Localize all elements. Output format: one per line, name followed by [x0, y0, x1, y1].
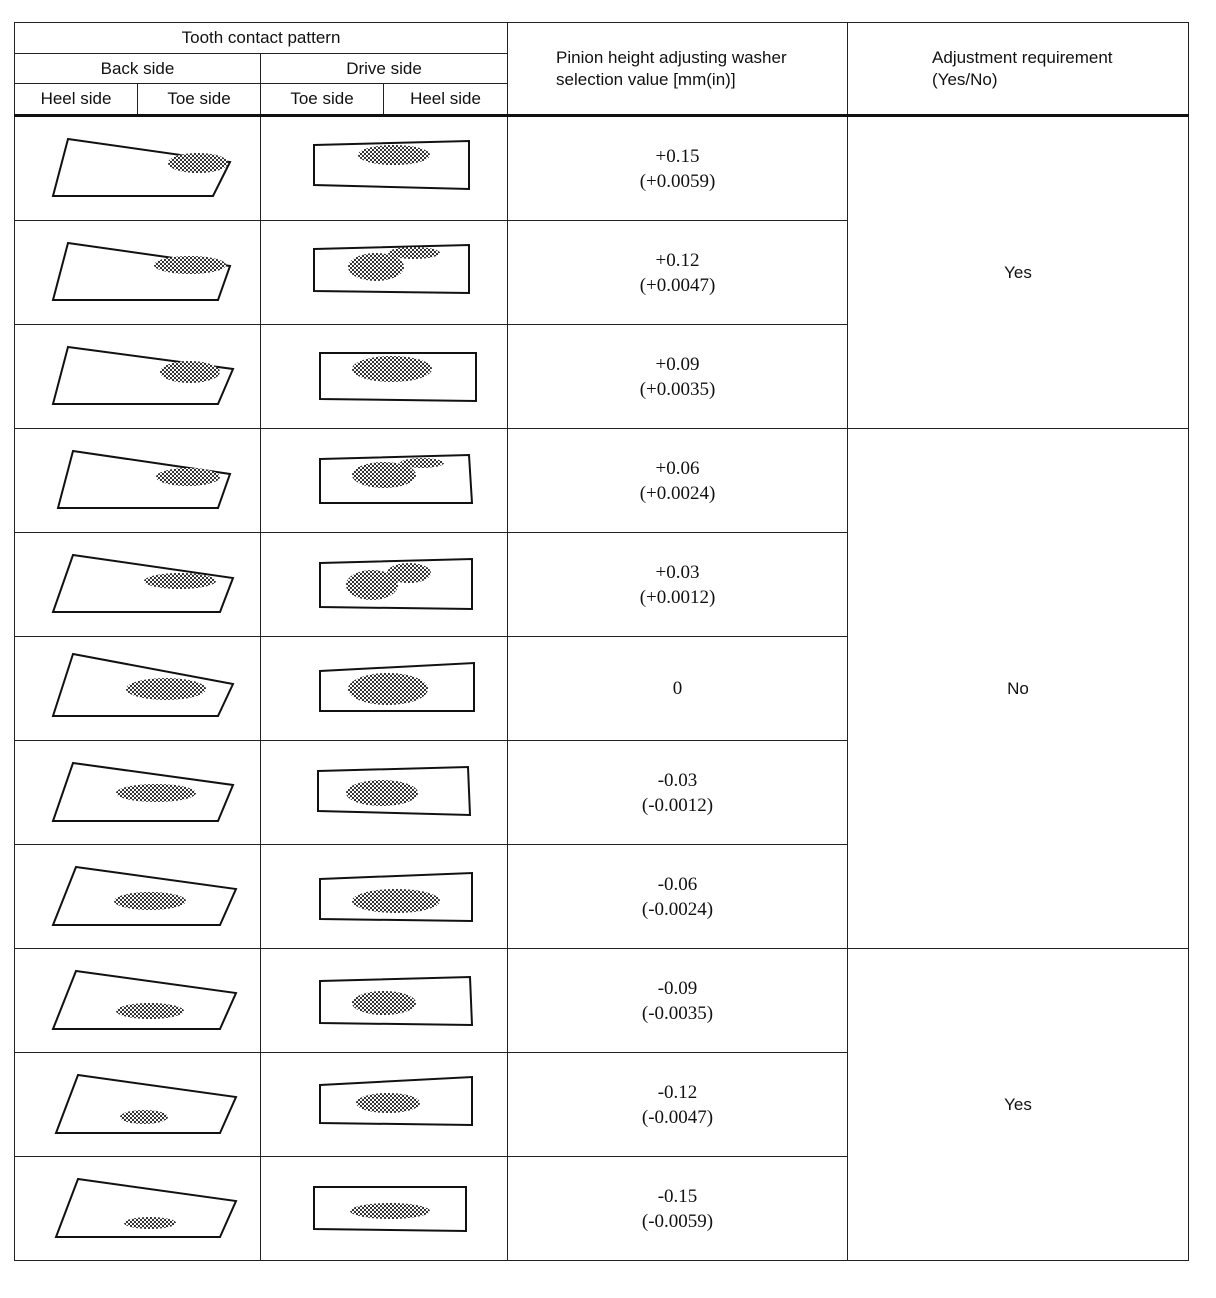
back-side-pattern-diagram — [15, 949, 261, 1053]
header-back-toe-side: Toe side — [138, 84, 261, 116]
washer-value-cell — [508, 116, 848, 221]
washer-value-mm: -0.15 — [657, 1185, 698, 1207]
table-row — [15, 116, 1189, 221]
washer-value-in: (-0.0012) — [641, 794, 714, 816]
washer-value-mm: -0.06 — [657, 873, 698, 895]
washer-value-cell — [508, 325, 848, 429]
drive-side-pattern-diagram — [261, 845, 508, 949]
header-washer-selection — [508, 23, 848, 116]
drive-side-pattern — [284, 961, 484, 1041]
washer-value-in: (+0.0059) — [639, 170, 716, 192]
washer-value-in: (+0.0035) — [639, 378, 716, 400]
drive-side-pattern — [284, 1169, 484, 1249]
washer-value-mm: 0 — [672, 678, 683, 699]
back-side-pattern-diagram — [15, 221, 261, 325]
drive-side-pattern — [284, 337, 484, 417]
back-side-pattern-diagram — [15, 429, 261, 533]
drive-side-pattern-diagram — [261, 1157, 508, 1261]
washer-value-cell — [508, 845, 848, 949]
drive-side-pattern-diagram — [261, 221, 508, 325]
drive-side-pattern — [284, 753, 484, 833]
table-row — [15, 949, 1189, 1053]
back-side-pattern-diagram — [15, 741, 261, 845]
washer-value-mm: -0.03 — [657, 769, 698, 791]
washer-value-mm: +0.03 — [655, 561, 700, 583]
header-adjustment-requirement — [848, 23, 1189, 116]
washer-value-in: (-0.0059) — [641, 1210, 714, 1232]
drive-side-pattern-diagram — [261, 741, 508, 845]
washer-value-mm: +0.15 — [655, 145, 700, 167]
back-side-pattern — [38, 233, 238, 313]
drive-side-pattern-diagram — [261, 116, 508, 221]
drive-side-pattern — [284, 649, 484, 729]
washer-value-in: (-0.0035) — [641, 1002, 714, 1024]
washer-value-in: (+0.0047) — [639, 274, 716, 296]
back-side-pattern-diagram — [15, 325, 261, 429]
header-back-side: Back side — [15, 54, 261, 84]
header-washer-line2: selection value [mm(in)] — [556, 69, 736, 89]
back-side-pattern — [38, 545, 238, 625]
drive-side-pattern-diagram — [261, 949, 508, 1053]
back-side-pattern-diagram — [15, 637, 261, 741]
header-adj-line1: Adjustment requirement — [932, 47, 1113, 67]
drive-side-pattern-diagram — [261, 637, 508, 741]
drive-side-pattern-diagram — [261, 1053, 508, 1157]
drive-side-pattern-diagram — [261, 429, 508, 533]
header-back-heel-side: Heel side — [15, 84, 138, 116]
adjustment-required-group1: Yes — [848, 116, 1189, 429]
washer-value-in: (+0.0012) — [639, 586, 716, 608]
back-side-pattern-diagram — [15, 845, 261, 949]
back-side-pattern — [38, 337, 238, 417]
back-side-pattern — [38, 753, 238, 833]
back-side-pattern-diagram — [15, 116, 261, 221]
washer-value-cell — [508, 429, 848, 533]
back-side-pattern — [38, 1065, 238, 1145]
washer-value-mm: +0.09 — [655, 353, 700, 375]
washer-value-in: (-0.0047) — [641, 1106, 714, 1128]
washer-value-cell — [508, 637, 848, 741]
back-side-pattern-diagram — [15, 1157, 261, 1261]
drive-side-pattern — [284, 233, 484, 313]
back-side-pattern — [38, 649, 238, 729]
tooth-contact-table — [14, 22, 1189, 1261]
washer-value-cell — [508, 949, 848, 1053]
washer-value-cell — [508, 1053, 848, 1157]
drive-side-pattern — [284, 129, 484, 209]
adjustment-required-group3: Yes — [848, 949, 1189, 1261]
drive-side-pattern — [284, 1065, 484, 1145]
header-tooth-contact-pattern: Tooth contact pattern — [15, 23, 508, 54]
drive-side-pattern — [284, 545, 484, 625]
washer-value-mm: -0.09 — [657, 977, 698, 999]
washer-value-cell — [508, 533, 848, 637]
back-side-pattern — [38, 129, 238, 209]
header-drive-toe-side: Toe side — [261, 84, 384, 116]
washer-value-mm: +0.12 — [655, 249, 700, 271]
table-row — [15, 429, 1189, 533]
back-side-pattern — [38, 961, 238, 1041]
back-side-pattern-diagram — [15, 1053, 261, 1157]
back-side-pattern — [38, 1169, 238, 1249]
drive-side-pattern — [284, 441, 484, 521]
drive-side-pattern — [284, 857, 484, 937]
back-side-pattern — [38, 441, 238, 521]
back-side-pattern-diagram — [15, 533, 261, 637]
header-drive-side: Drive side — [261, 54, 508, 84]
washer-value-in: (-0.0024) — [641, 898, 714, 920]
drive-side-pattern-diagram — [261, 533, 508, 637]
header-washer-line1: Pinion height adjusting washer — [556, 47, 787, 67]
washer-value-mm: -0.12 — [657, 1081, 698, 1103]
washer-value-mm: +0.06 — [655, 457, 700, 479]
header-adj-line2: (Yes/No) — [932, 69, 998, 89]
header-drive-heel-side: Heel side — [384, 84, 508, 116]
washer-value-cell — [508, 1157, 848, 1261]
washer-value-in: (+0.0024) — [639, 482, 716, 504]
back-side-pattern — [38, 857, 238, 937]
drive-side-pattern-diagram — [261, 325, 508, 429]
washer-value-cell — [508, 741, 848, 845]
adjustment-required-group2: No — [848, 429, 1189, 949]
washer-value-cell — [508, 221, 848, 325]
